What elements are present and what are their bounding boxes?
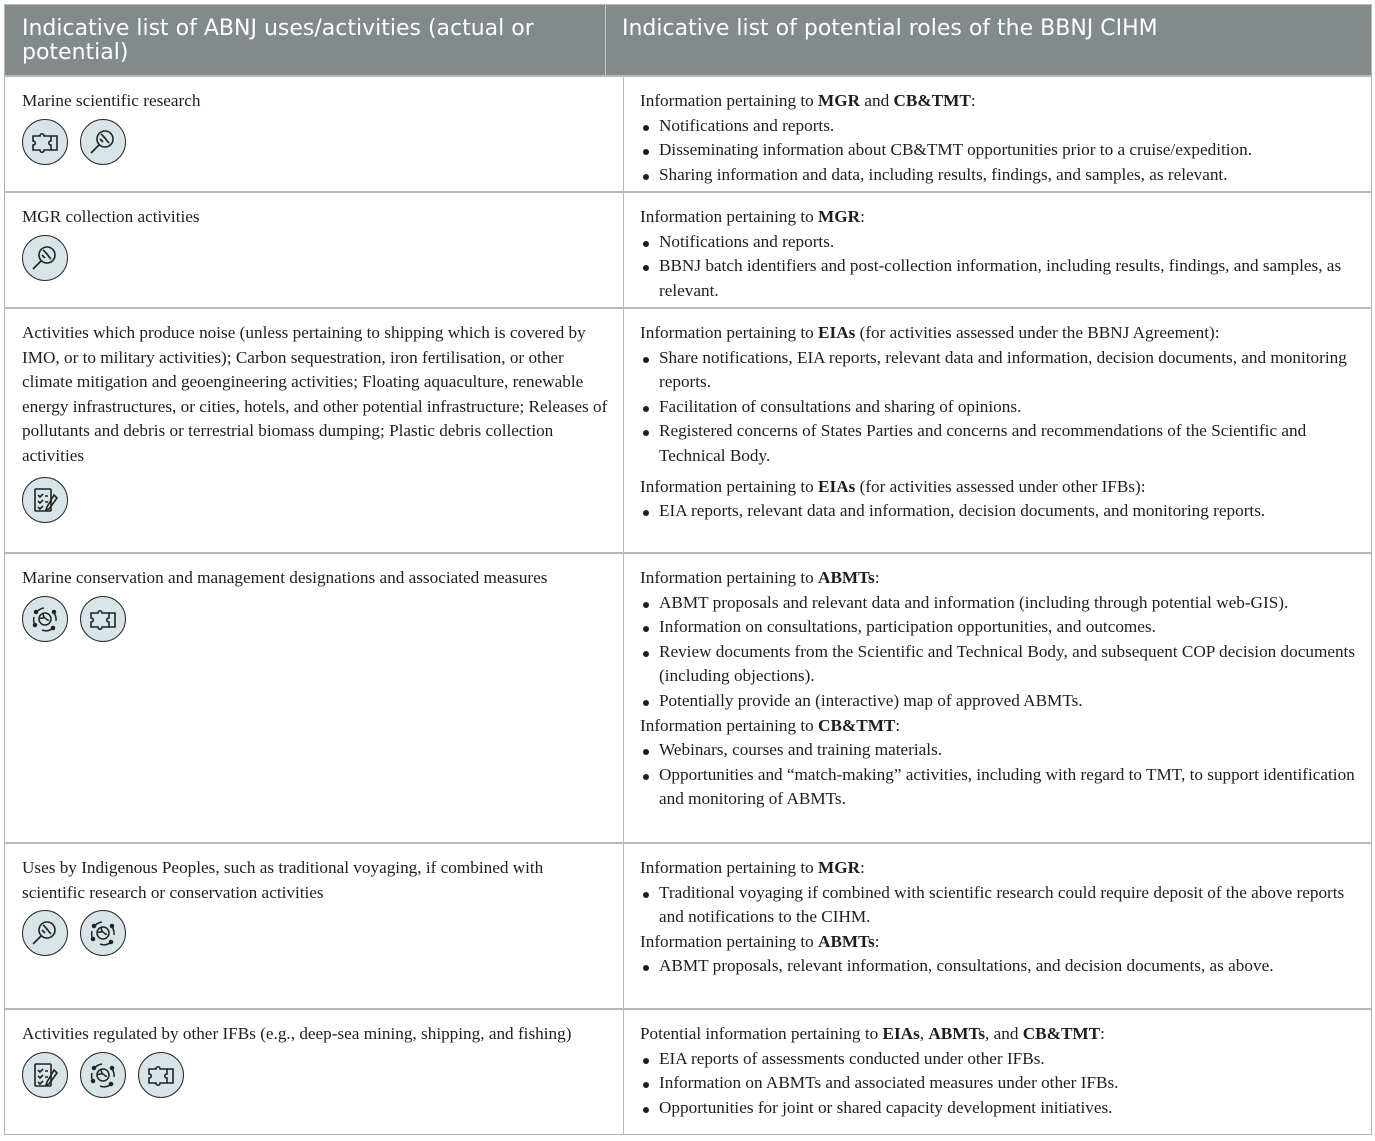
intro-text: : — [895, 715, 901, 735]
intro-text: Information pertaining to — [640, 207, 819, 226]
activity-cell — [5, 554, 624, 842]
block-intro — [640, 566, 1359, 591]
activity-cell — [5, 844, 624, 1008]
header-col-activities: Indicative list of ABNJ uses/activities (actual or potential) — [5, 5, 606, 75]
header-col-roles: Indicative list of potential roles of the BBNJ CIHM — [622, 16, 1158, 41]
intro-text: and — [860, 91, 894, 110]
activity-text: Uses by Indigenous Peoples, such as traditional voyaging, if combined with scientific research or conservation activities — [22, 858, 544, 902]
icon-group — [22, 1052, 609, 1098]
intro-text: Information pertaining to — [640, 715, 819, 735]
list-item: Traditional voyaging if combined with scientific research could require deposit of the above reports and notifications to the CIHM. — [640, 881, 1359, 930]
intro-text: : — [874, 568, 880, 587]
intro-text: Information pertaining to — [640, 476, 819, 496]
block-intro — [640, 1022, 1359, 1047]
dna-magnifier-icon — [22, 910, 68, 956]
dna-magnifier-icon — [80, 119, 126, 165]
bold-term: CB&TMT — [893, 91, 971, 110]
block-intro — [640, 205, 1359, 230]
intro-text: Information pertaining to — [640, 323, 819, 342]
puzzle-icon — [138, 1052, 184, 1098]
table-row — [5, 1008, 1371, 1134]
intro-text: : — [860, 207, 865, 226]
block-intro — [640, 714, 1359, 739]
activity-cell — [5, 309, 624, 552]
activity-text: Activities regulated by other IFBs (e.g., deep-sea mining, shipping, and fishing) — [22, 1024, 572, 1043]
block-intro — [640, 321, 1359, 346]
intro-text: (for activities assessed under other IFBs): — [855, 476, 1146, 496]
list-item: Potentially provide an (interactive) map of approved ABMTs. — [640, 689, 1359, 714]
intro-text: : — [1100, 1024, 1105, 1043]
role-list — [640, 230, 1359, 304]
globe-cycle-icon — [80, 1052, 126, 1098]
list-item: Webinars, courses and training materials. — [640, 738, 1359, 763]
bold-term: EIAs — [818, 476, 856, 496]
activity-text: MGR collection activities — [22, 207, 200, 226]
roles-cell — [624, 844, 1371, 1008]
list-item: Notifications and reports. — [640, 114, 1359, 139]
role-list — [640, 738, 1359, 812]
icon-group — [22, 596, 609, 642]
bold-term: EIAs — [882, 1024, 920, 1043]
intro-text: (for activities assessed under the BBNJ Agreement): — [855, 323, 1220, 342]
list-item: Disseminating information about CB&TMT opportunities prior to a cruise/expedition. — [640, 138, 1359, 163]
checklist-icon — [22, 1052, 68, 1098]
roles-cell — [624, 1010, 1371, 1134]
icon-group — [22, 477, 609, 523]
table-row — [5, 307, 1371, 552]
list-item: Facilitation of consultations and sharing of opinions. — [640, 395, 1359, 420]
intro-text: Information pertaining to — [640, 568, 819, 587]
list-item: ABMT proposals, relevant information, consultations, and decision documents, as above. — [640, 954, 1359, 979]
icon-group — [22, 235, 609, 281]
roles-cell — [624, 77, 1371, 191]
block-intro — [640, 856, 1359, 881]
roles-cell — [624, 309, 1371, 552]
dna-magnifier-icon — [22, 235, 68, 281]
role-list — [640, 591, 1359, 714]
list-item: BBNJ batch identifiers and post-collection information, including results, findings, and samples, as relevant. — [640, 254, 1359, 303]
intro-text: Potential information pertaining to — [640, 1024, 883, 1043]
block-intro — [640, 475, 1359, 500]
activity-text: Activities which produce noise (unless pertaining to shipping which is covered by IMO, or to military activities); Carbon sequestration, iron fertilisation, or other climate mitigation and geoengineering activities; Floating aquaculture, renewable energy infrastructures, or cities, hotels, and other potential infrastructure; Releases of pollutants and debris or terrestrial biomass dumping; Plastic debris collection activities — [22, 323, 608, 465]
bold-term: CB&TMT — [818, 715, 896, 735]
globe-cycle-icon — [22, 596, 68, 642]
activity-cell — [5, 193, 624, 307]
list-item: ABMT proposals and relevant data and information (including through potential web-GIS). — [640, 591, 1359, 616]
globe-cycle-icon — [80, 910, 126, 956]
role-list — [640, 346, 1359, 469]
intro-text: Information pertaining to — [640, 91, 819, 110]
intro-text: Information pertaining to — [640, 931, 819, 951]
intro-text: , — [919, 1024, 929, 1043]
roles-cell — [624, 554, 1371, 842]
bold-term: ABMTs — [818, 931, 875, 951]
table-row — [5, 552, 1371, 842]
activity-text: Marine conservation and management designations and associated measures — [22, 568, 548, 587]
list-item: Information on consultations, participation opportunities, and outcomes. — [640, 615, 1359, 640]
icon-group — [22, 119, 609, 165]
list-item: Opportunities for joint or shared capacity development initiatives. — [640, 1096, 1359, 1121]
bold-term: CB&TMT — [1022, 1024, 1101, 1043]
intro-text: Information pertaining to — [640, 858, 819, 877]
list-item: Sharing information and data, including results, findings, and samples, as relevant. — [640, 163, 1359, 188]
bold-term: MGR — [818, 858, 861, 877]
list-item: Information on ABMTs and associated measures under other IFBs. — [640, 1071, 1359, 1096]
list-item: Notifications and reports. — [640, 230, 1359, 255]
intro-text: : — [874, 931, 880, 951]
icon-group — [22, 910, 609, 956]
role-list — [640, 114, 1359, 188]
block-intro — [640, 930, 1359, 955]
role-list — [640, 881, 1359, 930]
list-item: EIA reports, relevant data and information, decision documents, and monitoring reports. — [640, 499, 1359, 524]
puzzle-icon — [80, 596, 126, 642]
activity-cell — [5, 77, 624, 191]
bold-term: MGR — [818, 207, 861, 226]
roles-table — [4, 4, 1372, 1135]
table-row — [5, 191, 1371, 307]
activity-cell — [5, 1010, 624, 1134]
intro-text: : — [970, 91, 976, 110]
role-list — [640, 499, 1359, 524]
puzzle-icon — [22, 119, 68, 165]
block-intro — [640, 89, 1359, 114]
bold-term: ABMTs — [818, 568, 875, 587]
roles-cell — [624, 193, 1371, 307]
list-item: EIA reports of assessments conducted under other IFBs. — [640, 1047, 1359, 1072]
bold-term: MGR — [818, 91, 861, 110]
bold-term: EIAs — [818, 323, 856, 342]
intro-text: , and — [985, 1024, 1023, 1043]
list-item: Registered concerns of States Parties and concerns and recommendations of the Scientific and Technical Body. — [640, 419, 1359, 468]
list-item: Opportunities and “match-making” activities, including with regard to TMT, to support identification and monitoring of ABMTs. — [640, 763, 1359, 812]
intro-text: : — [860, 858, 865, 877]
role-list — [640, 1047, 1359, 1121]
list-item: Share notifications, EIA reports, relevant data and information, decision documents, and monitoring reports. — [640, 346, 1359, 395]
list-item: Review documents from the Scientific and Technical Body, and subsequent COP decision documents (including objections). — [640, 640, 1359, 689]
table-row — [5, 75, 1371, 191]
role-list — [640, 954, 1359, 979]
table-row — [5, 842, 1371, 1008]
checklist-icon — [22, 477, 68, 523]
table-header — [5, 5, 1371, 75]
bold-term: ABMTs — [928, 1024, 986, 1043]
activity-text: Marine scientific research — [22, 91, 201, 110]
